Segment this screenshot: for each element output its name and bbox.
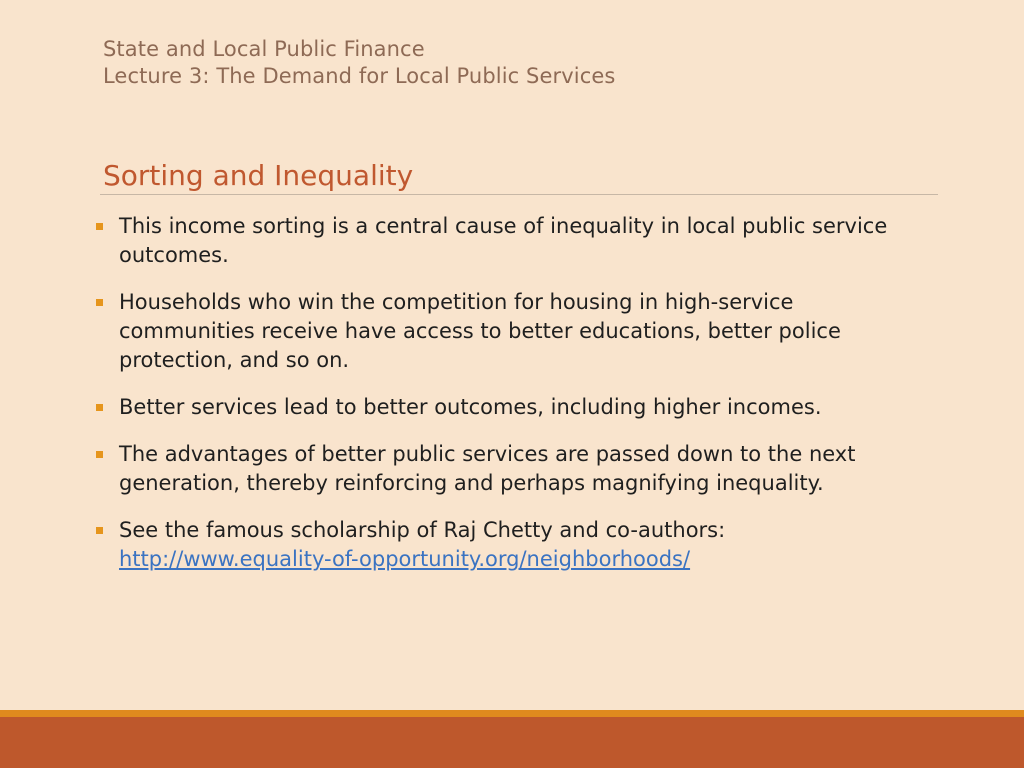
square-bullet-icon — [96, 299, 103, 306]
bullet-text: Better services lead to better outcomes, including higher incomes. — [119, 395, 822, 419]
section-title: Sorting and Inequality — [103, 159, 414, 192]
bullet-text: Households who win the competition for housing in high-service communities receive have access to better educations, better police protection, and so on. — [119, 290, 841, 372]
bullet-item — [94, 440, 914, 498]
square-bullet-icon — [96, 223, 103, 230]
bullet-item — [94, 212, 914, 270]
bullet-item — [94, 516, 914, 574]
bullet-text: The advantages of better public services are passed down to the next generation, thereby reinforcing and perhaps magnifying inequality. — [119, 442, 856, 495]
bullet-text: See the famous scholarship of Raj Chetty and co-authors: — [119, 518, 726, 542]
square-bullet-icon — [96, 451, 103, 458]
title-divider — [100, 194, 938, 195]
bullet-item — [94, 288, 914, 375]
lecture-title: Lecture 3: The Demand for Local Public Services — [103, 64, 616, 88]
bullet-item — [94, 393, 914, 422]
footer-accent-line — [0, 710, 1024, 717]
slide-header — [103, 36, 615, 90]
bullet-text: This income sorting is a central cause of inequality in local public service outcomes. — [119, 214, 888, 267]
square-bullet-icon — [96, 527, 103, 534]
square-bullet-icon — [96, 404, 103, 411]
footer-band — [0, 717, 1024, 768]
chetty-neighborhoods-link[interactable]: http://www.equality-of-opportunity.org/neighborhoods/ — [119, 547, 691, 571]
course-title: State and Local Public Finance — [103, 37, 425, 61]
bullet-list — [94, 212, 914, 592]
